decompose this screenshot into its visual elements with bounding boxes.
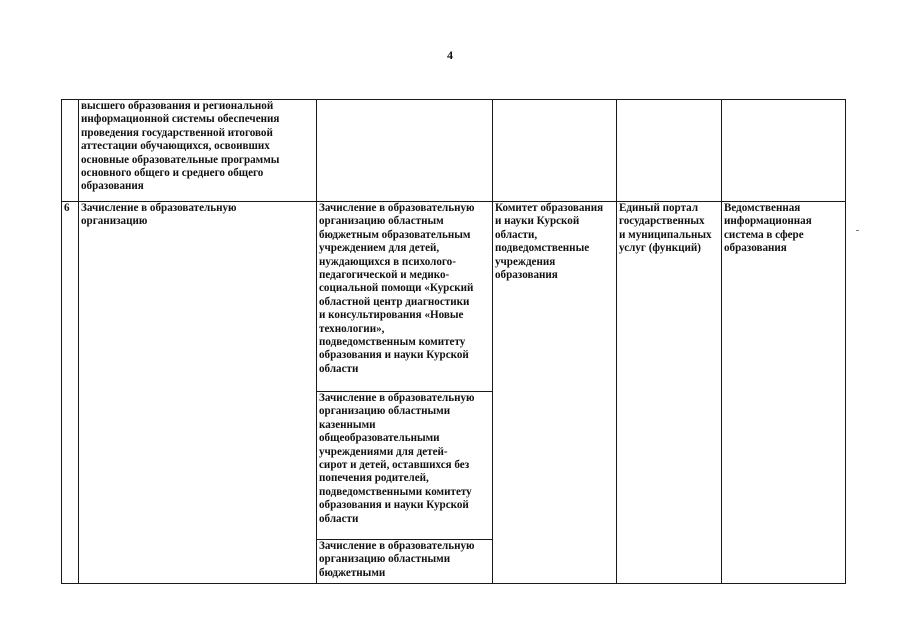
- authority-cell: Комитет образования и науки Курской области, подведомственные учреждения образования: [493, 202, 617, 584]
- portal-cell: Единый портал государственных и муниципальных услуг (функций): [617, 202, 722, 584]
- info-system-cell: [722, 100, 846, 202]
- authority-cell: [493, 100, 617, 202]
- services-table: [61, 99, 846, 584]
- service-name-cell: высшего образования и региональной информационной системы обеспечения проведения государственной итоговой аттестации обучающихся, освоивших основные образовательные программы основного общего и среднего общего образования: [79, 100, 317, 202]
- info-system-cell: Ведомственная информационная система в сфере образования: [722, 202, 846, 584]
- row-number-cell: [62, 100, 79, 202]
- table-row: [62, 100, 846, 202]
- row-number-cell: 6: [62, 202, 79, 584]
- subservice-cell: Зачисление в образовательную организацию областным бюджетным образовательным учреждением для детей, нуждающихся в психолого- педагогической и медико- социальной помощи «Курский областной центр диагностики и консультирования «Новые технологии», подведомственным комитету образования и науки Курской области: [317, 202, 493, 392]
- portal-cell: [617, 100, 722, 202]
- table-row: [62, 202, 846, 392]
- subservice-cell: [317, 100, 493, 202]
- scan-mark: [856, 230, 859, 231]
- subservice-cell: Зачисление в образовательную организацию областными бюджетными: [317, 540, 493, 584]
- page-number: 4: [447, 48, 453, 62]
- subservice-cell: Зачисление в образовательную организацию областными казенными общеобразовательными учреждениями для детей- сирот и детей, оставшихся без попечения родителей, подведомственными комитету образования и науки Курской области: [317, 392, 493, 540]
- service-name-cell: Зачисление в образовательную организацию: [79, 202, 317, 584]
